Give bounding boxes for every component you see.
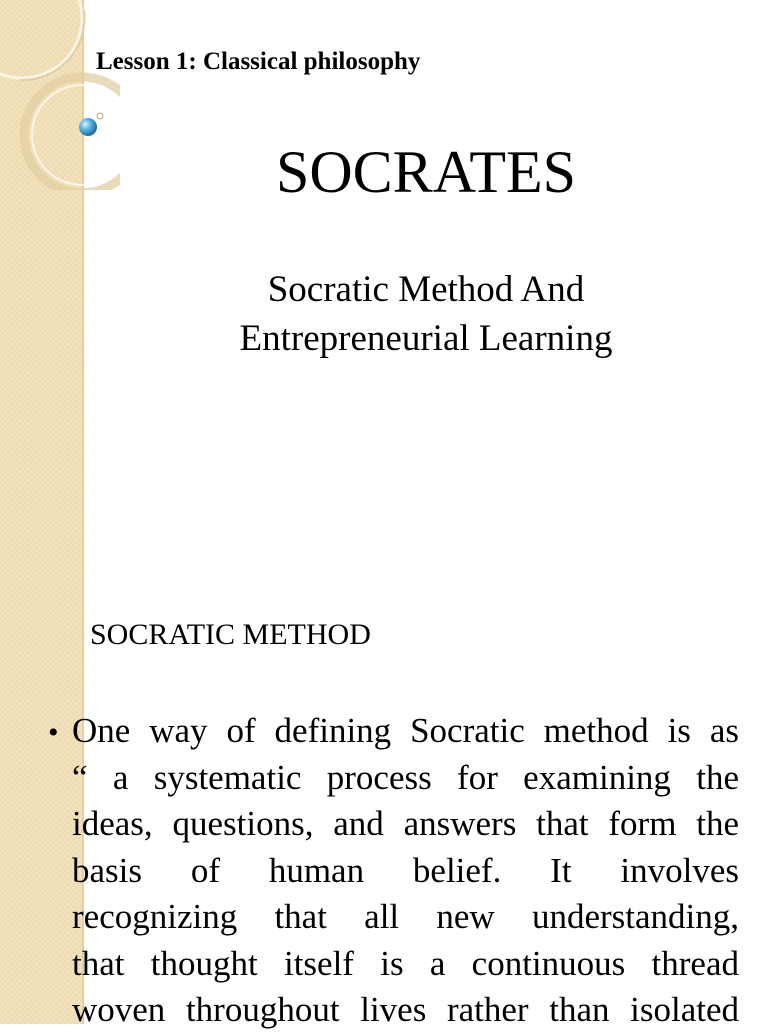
paragraph-line: woven throughout lives rather than isolated xyxy=(72,990,739,1029)
subtitle-line: Entrepreneurial Learning xyxy=(239,318,613,359)
paragraph-line: “ a systematic process for examining the xyxy=(72,757,739,797)
orb-icon xyxy=(79,118,97,136)
paragraph-line: One way of defining Socratic method is as xyxy=(72,711,739,750)
paragraph-line: that thought itself is a continuous thread xyxy=(72,943,739,983)
paragraph-line: recognizing that all new understanding, xyxy=(72,897,739,936)
bullet-paragraph xyxy=(72,708,739,1034)
bullet-icon: • xyxy=(48,716,59,749)
lesson-title: Lesson 1: Classical philosophy xyxy=(96,48,421,75)
slide-subtitle xyxy=(84,265,768,363)
slide-title: SOCRATES xyxy=(275,139,577,205)
paragraph-line: ideas, questions, and answers that form the xyxy=(72,804,739,843)
paragraph-line: basis of human belief. It involves xyxy=(72,850,739,890)
section-heading: SOCRATIC METHOD xyxy=(90,618,371,651)
subtitle-line: Socratic Method And xyxy=(267,269,585,310)
